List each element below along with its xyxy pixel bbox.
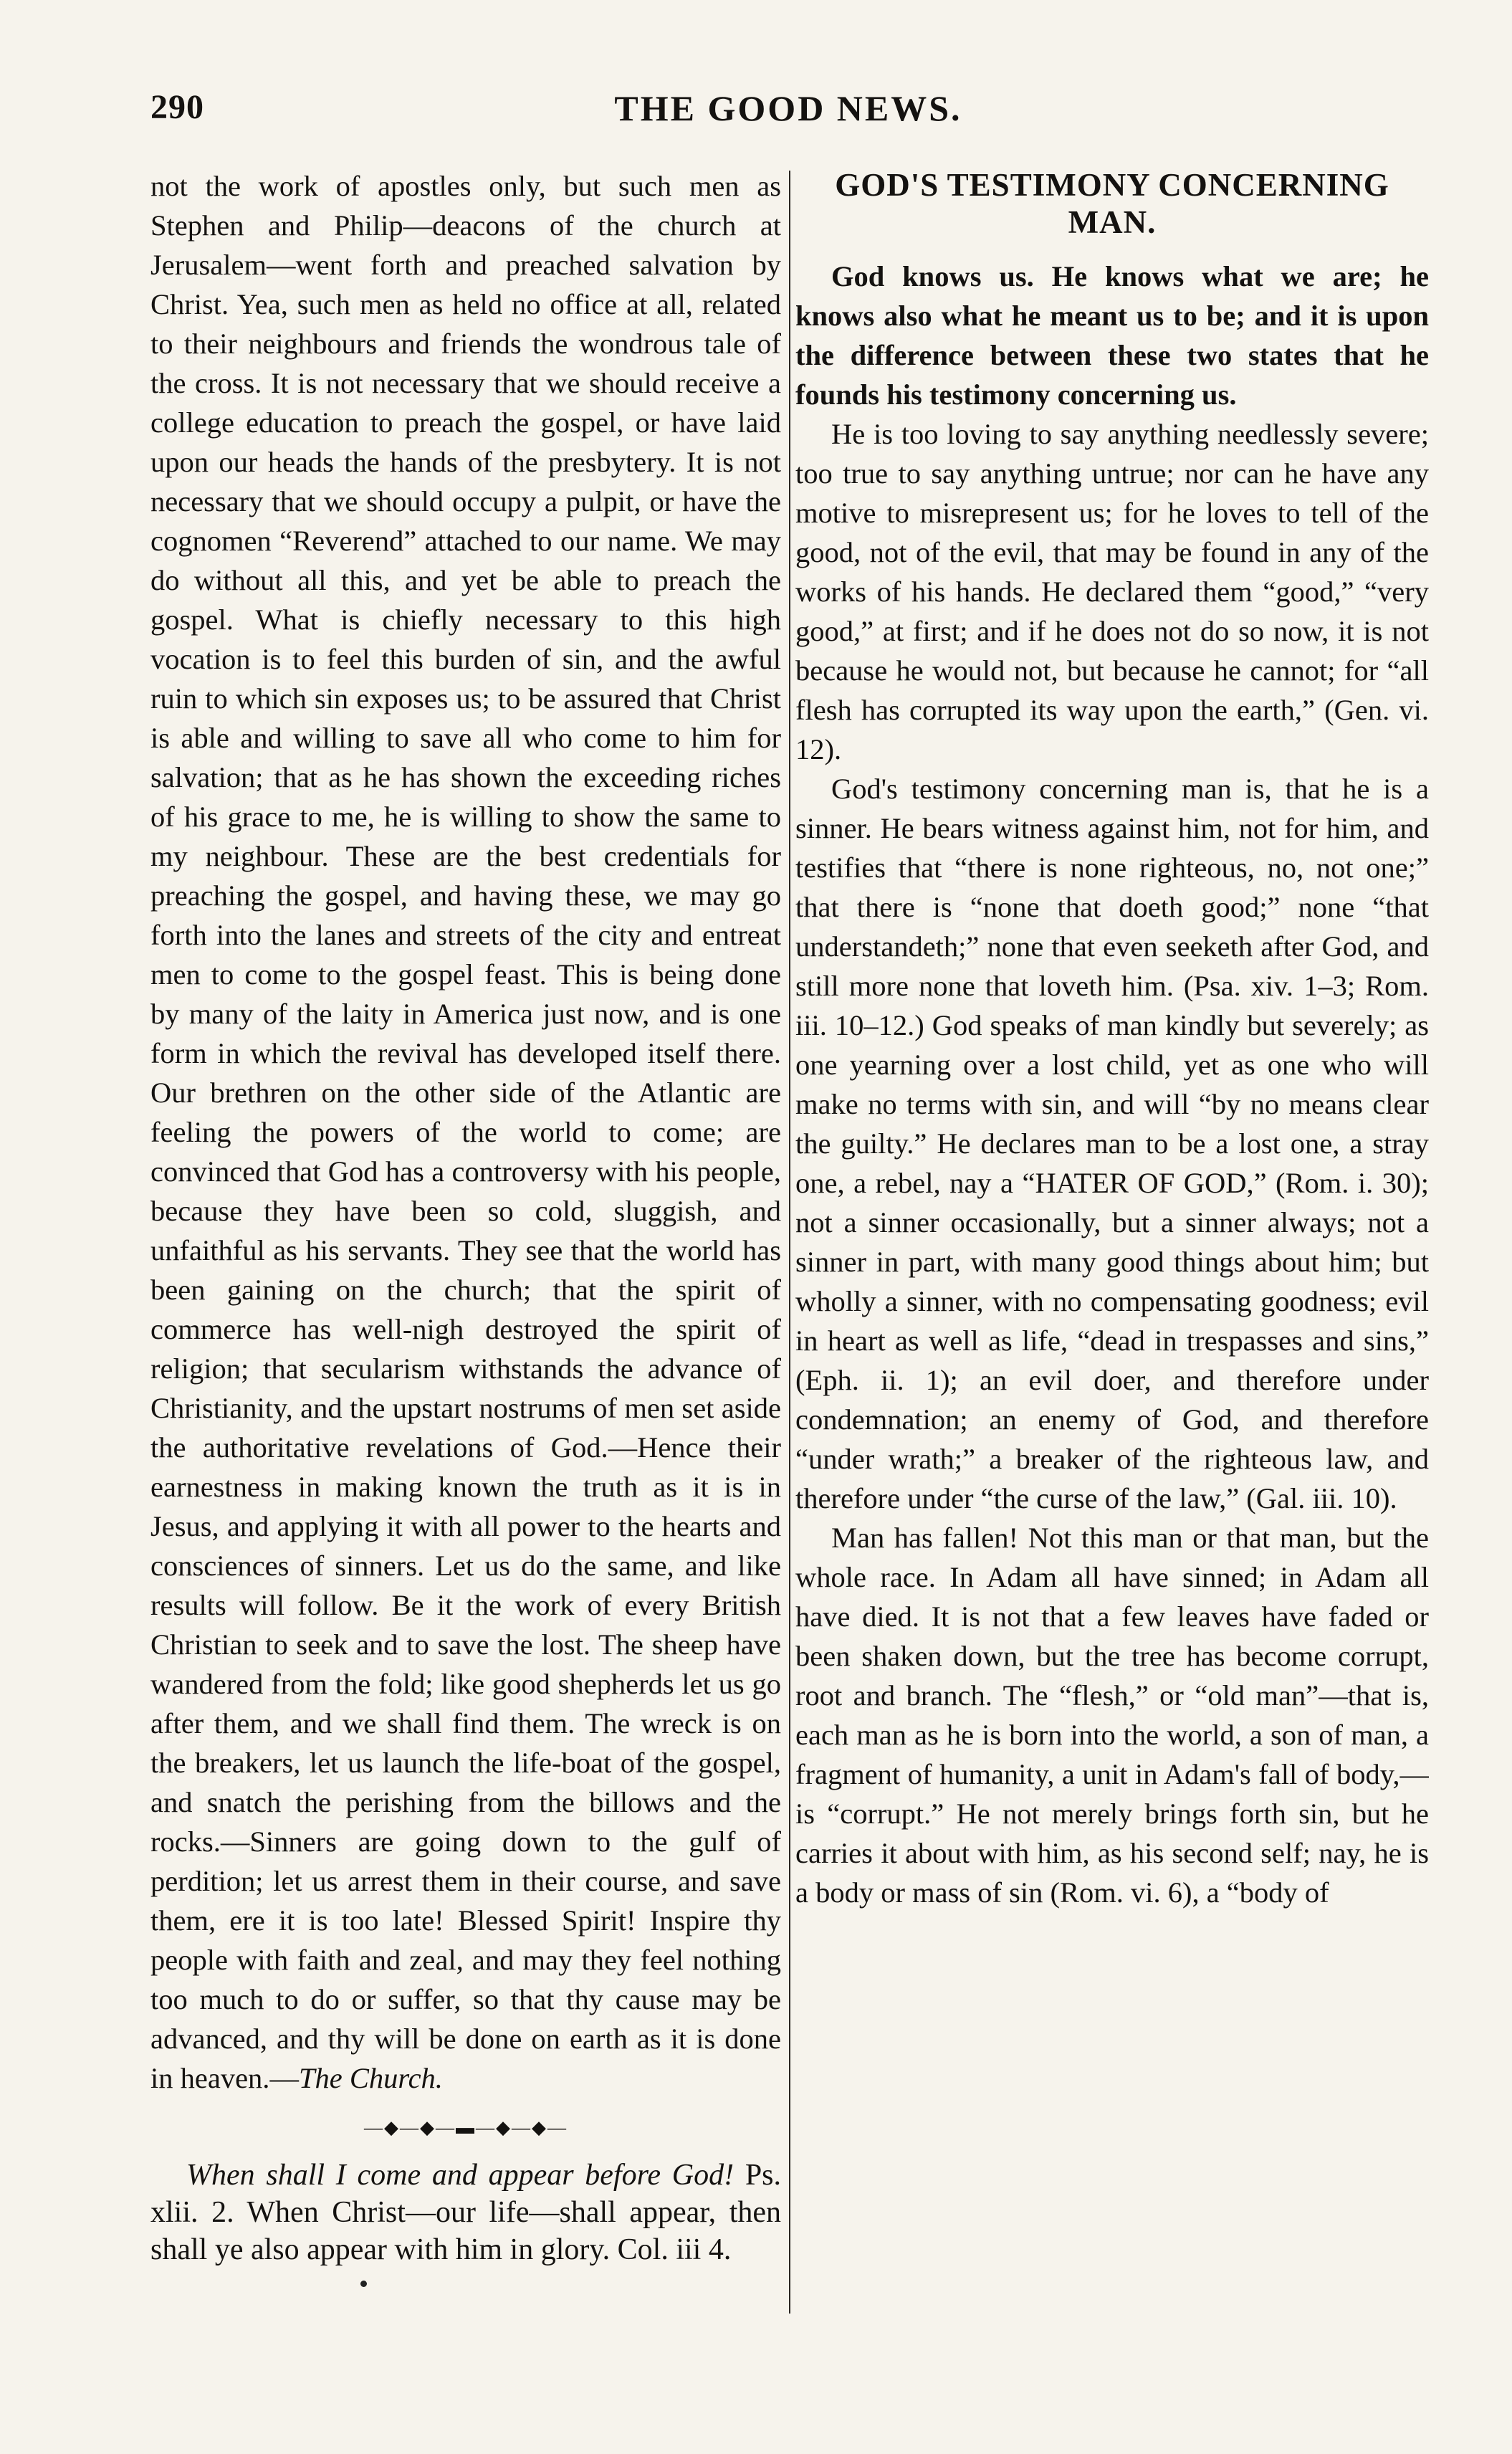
- article-paragraph: He is too loving to say anything needlessly severe; too true to say anything untrue; nor can he have any motive to misrepresent us; for he loves to tell of the good, not of the evil, that may be found in any of the works of his hands. He declared them “good,” “very good,” at first; and if he does not do so now, it is not because he would not, but because he cannot; for “all flesh has corrupted its way upon the earth,” (Gen. vi. 12).: [795, 418, 1429, 765]
- verse-text: Ps. xlii. 2. When Christ—our life—shall appear, then shall ye also appear with him in glory. Col. iii 4.: [150, 2159, 781, 2266]
- journal-title: THE GOOD NEWS.: [614, 88, 962, 128]
- ornamental-separator: —◆—◆—▬—◆—◆—: [364, 2117, 568, 2138]
- article-paragraph: God knows us. He knows what we are; he knows also what he meant us to be; and it is upon the difference between these two states that he founds his testimony concerning us.: [795, 260, 1429, 411]
- article-title: GOD'S TESTIMONY CONCERNING MAN.: [835, 167, 1389, 240]
- column-divider: [789, 171, 790, 2314]
- left-column: [150, 166, 781, 2288]
- verse-paragraph: [150, 2157, 781, 2268]
- attribution-source: The Church.: [298, 2062, 443, 2094]
- right-column: [795, 166, 1429, 2288]
- running-head: [150, 87, 1426, 138]
- article-paragraph: God's testimony concerning man is, that he is a sinner. He bears witness against him, not for him, and testifies that “there is none righteous, no, not one;” that there is “none that doeth good;” none “that understandeth;” none that even seeketh after God, and still more none that loveth him. (Psa. xiv. 1–3; Rom. iii. 10–12.) God speaks of man kindly but severely; as one yearning over a lost child, yet as one who will make no terms with sin, and will “by no means clear the guilty.” He declares man to be a lost one, a stray one, a rebel, nay a “HATER OF GOD,” (Rom. i. 30); not a sinner occasionally, but a sinner always; not a sinner in part, with many good things about him; but wholly a sinner, with no compensating goodness; evil in heart as well as life, “dead in trespasses and sins,” (Eph. ii. 1); an evil doer, and therefore under condemnation; an enemy of God, and therefore “under wrath;” a breaker of the righteous law, and therefore under “the curse of the law,” (Gal. iii. 10).: [795, 773, 1429, 1514]
- ink-speck: [360, 2281, 367, 2287]
- article-paragraph: Man has fallen! Not this man or that man, but the whole race. In Adam all have sinned; in Adam all have died. It is not that a few leaves have faded or been shaken down, but the tree has become corrupt, root and branch. The “flesh,” or “old man”—that is, each man as he is born into the world, a son of man, a fragment of humanity, a unit in Adam's fall of body,—is “corrupt.” He not merely brings forth sin, but he carries it about with him, as his second self; nay, he is a body or mass of sin (Rom. vi. 6), a “body of: [795, 1522, 1429, 1909]
- church-excerpt-text: not the work of apostles only, but such men as Stephen and Philip—deacons of the church at Jerusalem—went forth and preached salvation by Christ. Yea, such men as held no office at all, related to their neighbours and friends the wondrous tale of the cross. It is not necessary that we should receive a college education to preach the gospel, or have laid upon our heads the hands of the presbytery. It is not necessary that we should occupy a pulpit, or have the cognomen “Reverend” attached to our name. We may do without all this, and yet be able to preach the gospel. What is chiefly necessary to this high vocation is to feel this burden of sin, and the awful ruin to which sin exposes us; to be assured that Christ is able and willing to save all who come to him for salvation; that as he has shown the exceeding riches of his grace to me, he is willing to show the same to my neighbour. These are the best credentials for preaching the gospel, and having these, we may go forth into the lanes and streets of the city and entreat men to come to the gospel feast. This is being done by many of the laity in America just now, and is one form in which the revival has developed itself there. Our brethren on the other side of the Atlantic are feeling the powers of the world to come; are convinced that God has a controversy with his people, because they have been so cold, sluggish, and unfaithful as his servants. They see that the world has been gaining on the church; that the spirit of commerce has well-nigh destroyed the spirit of religion; that secularism withstands the advance of Christianity, and the upstart nostrums of men set aside the authoritative revelations of God.—Hence their earnestness in making known the truth as it is in Jesus, and applying it with all power to the hearts and consciences of sinners. Let us do the same, and like results will follow. Be it the work of every British Christian to seek and to save the lost. The sheep have wandered from the fold; like good shepherds let us go after them, and we shall find them. The wreck is on the breakers, let us launch the life-boat of the gospel, and snatch the perishing from the billows and the rocks.—Sinners are going down to the gulf of perdition; let us arrest them in their course, and save them, ere it is too late! Blessed Spirit! Inspire thy people with faith and zeal, and may they feel nothing too much to do or suffer, so that thy cause may be advanced, and thy will be done on earth as it is done in heaven.: [150, 170, 781, 2094]
- church-excerpt-paragraph: [150, 166, 781, 2098]
- page-number: 290: [150, 88, 204, 126]
- verse-quote: When shall I come and appear before God!: [186, 2159, 735, 2192]
- attribution-dash: —: [269, 2062, 299, 2094]
